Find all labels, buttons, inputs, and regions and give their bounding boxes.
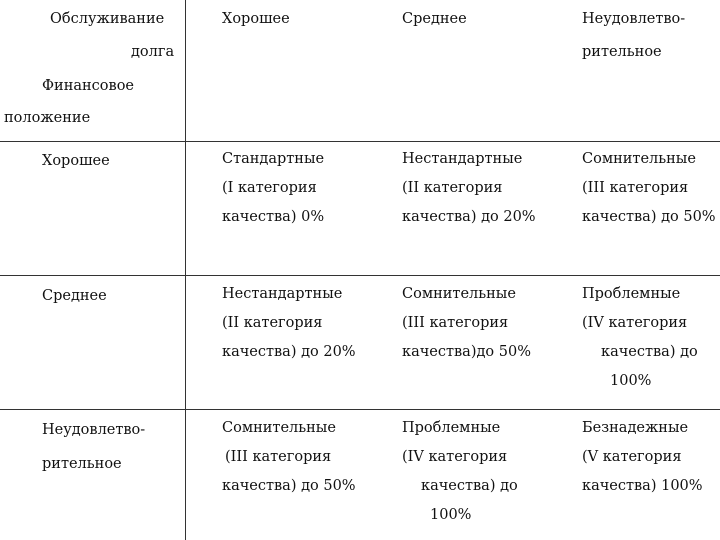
row-divider [0,409,720,410]
cell-doubtful-line2: (III категория [402,315,509,331]
cell-doubtful-line2: (III категория [582,180,689,196]
cell-nonstandard-line3: качества) до 20% [222,344,356,360]
row-label-average: Среднее [42,288,107,304]
row-label-unsatisfactory: Неудовлетво- [42,422,146,438]
cell-nonstandard-line3: качества) до 20% [402,209,536,225]
cell-problem-line3: качества) до [421,478,518,494]
header-corner-financial-position: Финансовое [42,78,134,94]
header-corner-debt-service-cont: долга [131,44,175,60]
cell-doubtful-line3: качества) до 50% [222,478,356,494]
row-label-good: Хорошее [42,153,110,169]
cell-nonstandard-line1: Нестандартные [222,286,343,302]
cell-doubtful-line1: Сомнительные [222,420,336,436]
cell-hopeless-line2: (V категория [582,449,682,465]
column-header-unsatisfactory-cont: рительное [582,44,662,60]
column-header-unsatisfactory: Неудовлетво- [582,11,686,27]
cell-problem-line3: качества) до [601,344,698,360]
cell-nonstandard-line1: Нестандартные [402,151,523,167]
row-divider [0,275,720,276]
cell-problem-line2: (IV категория [582,315,688,331]
cell-hopeless-line1: Безнадежные [582,420,689,436]
column-divider [185,0,186,540]
row-divider [0,141,720,142]
cell-nonstandard-line2: (II категория [402,180,503,196]
cell-standard-line3: качества) 0% [222,209,325,225]
cell-problem-line2: (IV категория [402,449,508,465]
cell-problem-line1: Проблемные [582,286,681,302]
cell-doubtful-line1: Сомнительные [402,286,516,302]
header-corner-debt-service: Обслуживание [50,11,165,27]
cell-nonstandard-line2: (II категория [222,315,323,331]
cell-standard-line2: (I категория [222,180,317,196]
cell-problem-line1: Проблемные [402,420,501,436]
cell-doubtful-line1: Сомнительные [582,151,696,167]
cell-standard-line1: Стандартные [222,151,325,167]
cell-problem-line4: 100% [430,507,472,523]
cell-doubtful-line2: (III категория [225,449,332,465]
cell-problem-line4: 100% [610,373,652,389]
column-header-good: Хорошее [222,11,290,27]
row-label-unsatisfactory-cont: рительное [42,456,122,472]
cell-hopeless-line3: качества) 100% [582,478,703,494]
cell-doubtful-line3: качества)до 50% [402,344,531,360]
header-corner-financial-position-cont: положение [4,110,91,126]
cell-doubtful-line3: качества) до 50% [582,209,716,225]
column-header-average: Среднее [402,11,467,27]
